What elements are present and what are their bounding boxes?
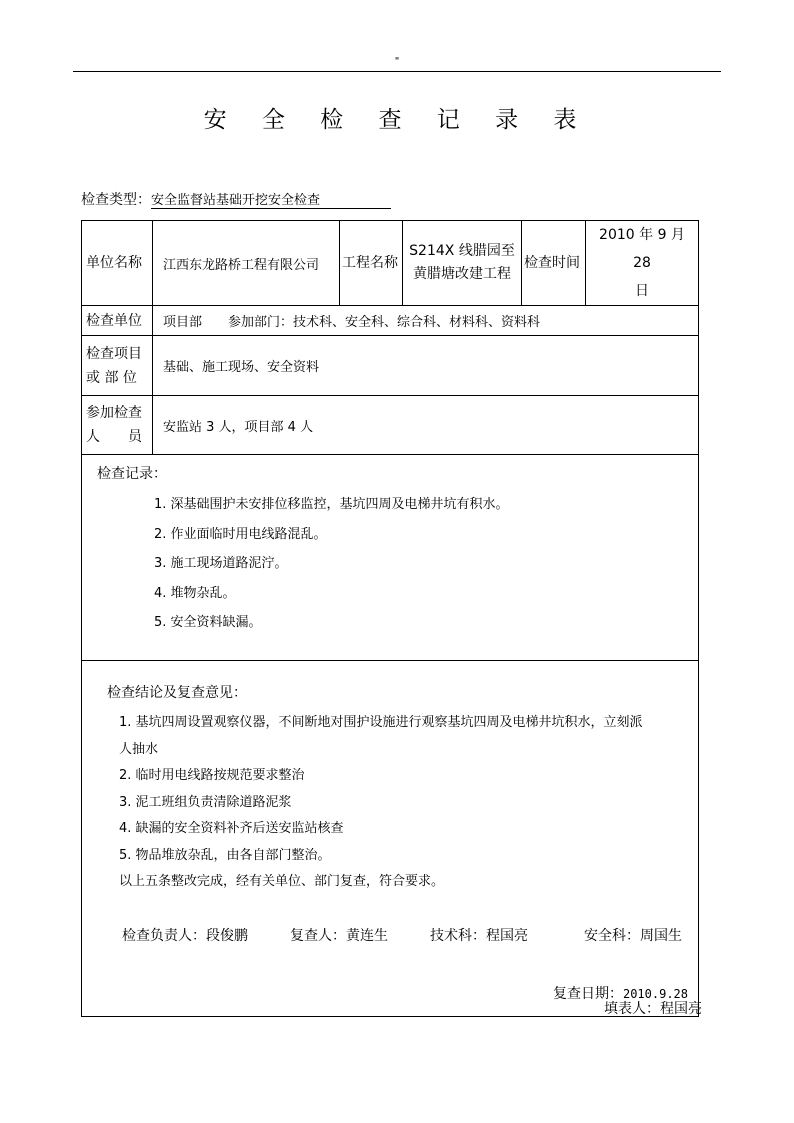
check-type-value: 安全监督站基础开挖安全检查 [151, 193, 391, 209]
project-name-label: 工程名称 [340, 221, 403, 306]
conclusion-item: 1. 基坑四周设置观察仪器，不间断地对围护设施进行观察基坑四周及电梯井坑积水，立刻派 [119, 715, 643, 730]
form-row-unit [82, 221, 699, 306]
record-cell [82, 455, 699, 661]
conclusion-cell [82, 661, 699, 1017]
header-rule [73, 71, 721, 72]
participants-label-line2: 人 员 [86, 429, 142, 445]
conclusion-list [119, 710, 689, 896]
record-item: 1. 深基础围护未安排位移监控，基坑四周及电梯井坑有积水。 [154, 497, 509, 512]
inspection-items-label-line2: 或 部 位 [86, 369, 137, 386]
participants-value: 安监站 3 人，项目部 4 人 [153, 396, 699, 455]
participants-label [82, 396, 153, 455]
form-row-participants [82, 396, 699, 455]
project-name-line1: S214X 线腊园至 [409, 243, 515, 259]
page-title: 安 全 检 查 记 录 表 [203, 107, 591, 133]
conclusion-item: 4. 缺漏的安全资料补齐后送安监站核查 [119, 821, 344, 836]
header-mark: " [394, 56, 400, 67]
record-title: 检查记录： [97, 466, 167, 482]
inspection-time-value [586, 221, 699, 306]
inspecting-unit-value: 项目部 参加部门：技术科、安全科、综合科、材料科、资料科 [153, 306, 699, 336]
inspection-form-table [81, 220, 699, 1017]
project-name-line2: 黄腊塘改建工程 [413, 266, 511, 282]
record-item: 3. 施工现场道路泥泞。 [154, 556, 288, 571]
check-type-line [81, 189, 391, 209]
form-row-conclusion [82, 661, 699, 1017]
conclusion-item: 5. 物品堆放杂乱，由各自部门整治。 [119, 847, 331, 863]
reviewer-signature: 复查人：黄连生 [290, 928, 388, 944]
record-item: 5. 安全资料缺漏。 [154, 615, 262, 630]
conclusion-item: 人抽水 [119, 741, 159, 757]
conclusion-item: 3. 泥工班组负责清除道路泥浆 [119, 794, 292, 810]
filled-by: 填表人：程国亮 [604, 1001, 702, 1017]
form-row-inspecting-unit [82, 306, 699, 336]
inspector-signature: 检查负责人：段俊鹏 [122, 928, 248, 944]
check-type-label: 检查类型： [81, 192, 151, 208]
review-date-label: 复查日期： [552, 986, 623, 1002]
conclusion-item: 2. 临时用电线路按规范要求整治 [119, 768, 305, 783]
inspection-items-value: 基础、施工现场、安全资料 [153, 336, 699, 396]
conclusion-title: 检查结论及复查意见： [107, 685, 247, 701]
record-item: 4. 堆物杂乱。 [154, 585, 236, 601]
conclusion-section [82, 661, 698, 1016]
review-date-value: 2010.9.28 [622, 987, 688, 1001]
tech-dept-signature: 技术科：程国亮 [430, 928, 528, 944]
form-row-items [82, 336, 699, 396]
inspection-time-label: 检查时间 [522, 221, 586, 306]
conclusion-summary: 以上五条整改完成，经有关单位、部门复查，符合要求。 [119, 874, 445, 889]
form-row-record [82, 455, 699, 661]
unit-name-value: 江西东龙路桥工程有限公司 [153, 221, 340, 306]
record-list [154, 493, 509, 641]
inspection-items-label [82, 336, 153, 396]
safety-dept-signature: 安全科：周国生 [584, 928, 682, 944]
participants-label-line1: 参加检查 [86, 405, 142, 421]
inspection-items-label-line1: 检查项目 [86, 345, 142, 362]
inspecting-unit-label: 检查单位 [82, 306, 153, 336]
record-section [82, 455, 698, 660]
project-name-value [403, 221, 522, 306]
record-item: 2. 作业面临时用电线路混乱。 [154, 526, 327, 542]
inspection-time-line1: 2010 年 9 月 28 [599, 227, 685, 271]
inspection-time-line2: 日 [635, 283, 649, 299]
unit-name-label: 单位名称 [82, 221, 153, 306]
